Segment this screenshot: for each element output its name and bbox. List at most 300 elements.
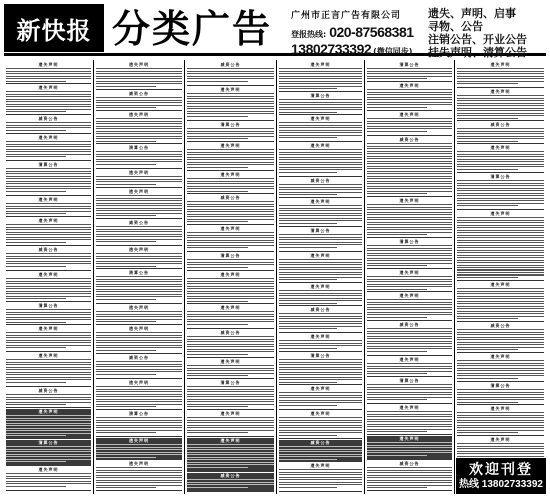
notice-text-line bbox=[457, 154, 544, 155]
notice-text-line bbox=[279, 86, 362, 87]
notice-text-line bbox=[6, 283, 91, 284]
notice-text-line bbox=[187, 281, 274, 282]
notice-text-line bbox=[367, 161, 452, 162]
notice-text-line bbox=[96, 391, 182, 392]
notice-text-line bbox=[367, 181, 452, 182]
notice-text-line bbox=[367, 281, 452, 282]
notice-text-line bbox=[457, 451, 544, 452]
notice-text-line bbox=[457, 95, 544, 96]
notice-text-line bbox=[6, 483, 91, 484]
notice-title: 遗失声明 bbox=[129, 170, 149, 175]
classified-notice bbox=[457, 89, 544, 121]
notice-text-line bbox=[367, 286, 452, 287]
notice-text-line bbox=[367, 250, 452, 251]
notice-text-line bbox=[96, 210, 182, 211]
notice-text-line bbox=[187, 324, 248, 325]
notice-text-line bbox=[279, 137, 337, 138]
notice-text-line bbox=[96, 73, 182, 74]
notice-text-line bbox=[457, 349, 518, 350]
notice-title: 清算公告 bbox=[220, 122, 241, 127]
notice-title: 遗失声明 bbox=[220, 172, 241, 177]
notice-text-line bbox=[279, 99, 362, 100]
notice-text-line bbox=[367, 153, 452, 154]
classified-notice bbox=[367, 357, 452, 377]
notice-text-line bbox=[457, 425, 544, 426]
notice-text-line bbox=[457, 237, 544, 238]
notice-text-line bbox=[96, 472, 182, 473]
classified-notice bbox=[96, 189, 182, 219]
notice-title: 减资公告 bbox=[220, 330, 241, 335]
notice-title: 遗失声明 bbox=[38, 272, 59, 277]
classified-notice bbox=[367, 378, 452, 404]
notice-text-line bbox=[279, 374, 362, 375]
notice-text-line bbox=[187, 298, 274, 299]
notice-text-line bbox=[279, 430, 362, 431]
notice-text-line bbox=[367, 411, 452, 412]
notice-text-line bbox=[96, 342, 182, 343]
notice-text-line bbox=[367, 336, 452, 337]
notice-text-line bbox=[96, 374, 156, 375]
notice-text-line bbox=[279, 400, 362, 401]
notice-text-line bbox=[279, 104, 362, 105]
notice-text-line bbox=[6, 109, 91, 110]
classified-notice bbox=[187, 359, 274, 379]
notice-text-line bbox=[187, 375, 248, 376]
notice-text-line bbox=[187, 479, 274, 480]
notice-text-line bbox=[457, 378, 518, 379]
notice-text-line bbox=[367, 328, 452, 329]
notice-text-line bbox=[187, 237, 274, 238]
notice-text-line bbox=[96, 107, 156, 108]
notice-title: 遗失声明 bbox=[310, 62, 331, 67]
notice-text-line bbox=[457, 190, 544, 191]
notice-text-line bbox=[6, 476, 91, 477]
notice-text-line bbox=[457, 344, 544, 345]
notice-text-line bbox=[96, 482, 182, 483]
notice-text-line bbox=[279, 267, 362, 268]
notice-text-line bbox=[367, 178, 452, 179]
notice-text-line bbox=[6, 186, 91, 187]
notice-text-line bbox=[367, 482, 452, 483]
notice-text-line bbox=[187, 219, 274, 220]
notice-title: 遗失声明 bbox=[490, 406, 511, 411]
notice-text-line bbox=[187, 68, 274, 69]
notice-text-line bbox=[96, 427, 182, 428]
classified-notice bbox=[367, 461, 452, 491]
notice-text-line bbox=[96, 263, 182, 264]
notice-text-line bbox=[367, 346, 452, 347]
notice-text-line bbox=[96, 159, 182, 160]
notice-title: 清算公告 bbox=[38, 440, 59, 445]
notice-text-line bbox=[367, 214, 452, 215]
notice-text-line bbox=[187, 316, 274, 317]
notice-text-line bbox=[96, 241, 156, 242]
notice-title: 清算公告 bbox=[310, 228, 331, 233]
classified-notice bbox=[457, 122, 544, 144]
notice-text-line bbox=[279, 125, 362, 126]
notice-text-line bbox=[279, 244, 362, 245]
notice-text-line bbox=[187, 264, 274, 265]
notice-text-line bbox=[367, 276, 452, 277]
notice-text-line bbox=[367, 487, 427, 488]
notice-text-line bbox=[6, 188, 91, 189]
notice-text-line bbox=[187, 247, 248, 248]
notice-text-line bbox=[457, 103, 544, 104]
notice-text-line bbox=[187, 354, 248, 355]
notice-text-line bbox=[457, 188, 544, 189]
notice-text-line bbox=[279, 73, 362, 74]
notice-text-line bbox=[367, 384, 452, 385]
notice-text-line bbox=[187, 417, 274, 418]
notice-text-line bbox=[367, 191, 452, 192]
notice-text-line bbox=[457, 430, 544, 431]
notice-text-line bbox=[367, 76, 452, 77]
notice-text-line bbox=[6, 298, 66, 299]
notice-text-line bbox=[6, 309, 91, 310]
notice-text-line bbox=[367, 126, 452, 127]
notice-title: 遗失声明 bbox=[310, 143, 331, 148]
notice-text-line bbox=[457, 399, 544, 400]
notice-text-line bbox=[6, 402, 91, 403]
notice-text-line bbox=[6, 459, 91, 460]
notice-text-line bbox=[367, 419, 452, 420]
notice-text-line bbox=[457, 446, 544, 447]
notice-text-line bbox=[187, 449, 274, 450]
notice-text-line bbox=[367, 477, 452, 478]
notice-text-line bbox=[6, 266, 66, 267]
notice-text-line bbox=[96, 480, 182, 481]
notice-text-line bbox=[457, 100, 544, 101]
notice-text-line bbox=[6, 168, 91, 169]
section-title: 分类广告 bbox=[112, 6, 273, 51]
notice-text-line bbox=[457, 394, 544, 395]
notice-text-line bbox=[457, 156, 544, 157]
notice-text-line bbox=[279, 303, 337, 304]
notice-text-line bbox=[367, 480, 452, 481]
notice-text-line bbox=[367, 188, 452, 189]
notice-text-line bbox=[6, 347, 66, 348]
notice-text-line bbox=[367, 341, 452, 342]
notice-text-line bbox=[279, 484, 362, 485]
notice-text-line bbox=[457, 308, 544, 309]
notice-text-line bbox=[6, 111, 66, 112]
notice-text-line bbox=[279, 417, 362, 418]
notice-text-line bbox=[6, 312, 91, 313]
notice-title: 遗失声明 bbox=[310, 253, 331, 258]
notice-text-line bbox=[457, 161, 544, 162]
notice-text-line bbox=[279, 164, 362, 165]
notice-text-line bbox=[187, 209, 274, 210]
notice-text-line bbox=[96, 136, 182, 137]
notice-text-line bbox=[187, 76, 274, 77]
notice-text-line bbox=[96, 396, 182, 397]
notice-text-line bbox=[96, 281, 182, 282]
classified-notice bbox=[279, 93, 362, 115]
notice-text-line bbox=[6, 258, 91, 259]
notice-text-line bbox=[187, 96, 274, 97]
classified-notice bbox=[6, 353, 91, 387]
notice-text-line bbox=[96, 128, 182, 129]
notice-text-line bbox=[279, 479, 362, 480]
notice-text-line bbox=[457, 368, 544, 369]
notice-text-line bbox=[279, 472, 362, 473]
notice-text-line bbox=[367, 299, 452, 300]
notice-text-line bbox=[96, 105, 182, 106]
notice-text-line bbox=[457, 422, 544, 423]
notice-text-line bbox=[6, 374, 91, 375]
classified-notice bbox=[6, 62, 91, 84]
notice-text-line bbox=[96, 296, 182, 297]
notice-text-line bbox=[96, 205, 182, 206]
notice-text-line bbox=[457, 427, 544, 428]
notice-text-line bbox=[279, 277, 362, 278]
notice-text-line bbox=[6, 130, 66, 131]
notice-text-line bbox=[367, 219, 452, 220]
notice-text-line bbox=[367, 118, 452, 119]
notice-title: 减资公告 bbox=[399, 322, 420, 327]
notice-text-line bbox=[187, 240, 274, 241]
notice-text-line bbox=[457, 131, 544, 132]
notice-text-line bbox=[367, 331, 452, 332]
notice-title: 遗失声明 bbox=[490, 89, 511, 94]
hotline-label: 登报热线: bbox=[291, 30, 327, 39]
notice-text-line bbox=[279, 323, 362, 324]
notice-text-line bbox=[187, 459, 274, 460]
notice-text-line bbox=[367, 363, 452, 364]
notice-text-line bbox=[187, 420, 274, 421]
notice-text-line bbox=[96, 449, 182, 450]
notice-text-line bbox=[367, 302, 452, 303]
mobile-note: (微信同步) bbox=[373, 47, 413, 56]
notice-text-line bbox=[96, 475, 182, 476]
notice-text-line bbox=[279, 109, 362, 110]
notice-text-line bbox=[187, 346, 274, 347]
notice-text-line bbox=[96, 83, 182, 84]
notice-text-line bbox=[187, 152, 274, 153]
classified-notice bbox=[187, 62, 274, 86]
notice-text-line bbox=[279, 172, 337, 173]
notice-text-line bbox=[96, 432, 156, 433]
classified-notice bbox=[457, 282, 544, 322]
classified-notice bbox=[187, 122, 274, 142]
notice-text-line bbox=[367, 148, 452, 149]
notice-text-line bbox=[367, 229, 452, 230]
notice-text-line bbox=[6, 337, 91, 338]
notice-text-line bbox=[6, 423, 91, 424]
notice-text-line bbox=[457, 83, 518, 84]
notice-text-line bbox=[187, 283, 274, 284]
notice-text-line bbox=[457, 329, 544, 330]
ad-column bbox=[277, 60, 365, 494]
notice-text-line bbox=[96, 319, 182, 320]
notice-text-line bbox=[457, 115, 544, 116]
classified-notice bbox=[96, 355, 182, 379]
notice-text-line bbox=[367, 156, 452, 157]
notice-title: 减资公告 bbox=[399, 137, 420, 142]
notice-text-line bbox=[367, 104, 452, 105]
classified-notice bbox=[187, 253, 274, 271]
notice-text-line bbox=[96, 477, 182, 478]
notice-text-line bbox=[279, 83, 362, 84]
notice-text-line bbox=[279, 343, 362, 344]
notice-text-line bbox=[279, 397, 362, 398]
notice-text-line bbox=[187, 206, 274, 207]
notice-text-line bbox=[6, 399, 91, 400]
notice-text-line bbox=[457, 247, 544, 248]
notice-text-line bbox=[187, 467, 248, 468]
notice-text-line bbox=[96, 71, 182, 72]
notice-text-line bbox=[6, 149, 91, 150]
notice-text-line bbox=[6, 420, 91, 421]
notice-text-line bbox=[457, 342, 544, 343]
company-block bbox=[291, 8, 421, 57]
promo-hotline: 热线 13802733392 bbox=[459, 478, 543, 490]
notice-text-line bbox=[96, 314, 182, 315]
notice-title: 遗失声明 bbox=[490, 62, 511, 67]
notice-text-line bbox=[367, 314, 452, 315]
notice-text-line bbox=[457, 265, 544, 266]
classified-notice bbox=[367, 137, 452, 197]
notice-title: 遗失声明 bbox=[399, 198, 420, 203]
notice-title: 遗失声明 bbox=[38, 467, 59, 472]
notice-text-line bbox=[96, 151, 182, 152]
notice-text-line bbox=[6, 317, 91, 318]
notice-text-line bbox=[457, 227, 544, 228]
notice-text-line bbox=[187, 128, 274, 129]
notice-text-line bbox=[279, 425, 362, 426]
notice-text-line bbox=[187, 291, 274, 292]
notice-text-line bbox=[279, 405, 337, 406]
notice-text-line bbox=[187, 288, 274, 289]
notice-text-line bbox=[279, 402, 362, 403]
notice-text-line bbox=[6, 314, 91, 315]
notice-text-line bbox=[457, 198, 544, 199]
notice-text-line bbox=[457, 138, 544, 139]
notice-text-line bbox=[457, 448, 544, 449]
notice-text-line bbox=[457, 141, 518, 142]
notice-text-line bbox=[6, 415, 91, 416]
notice-text-line bbox=[187, 462, 274, 463]
notice-text-line bbox=[457, 220, 544, 221]
notice-text-line bbox=[457, 337, 544, 338]
classified-notice bbox=[6, 85, 91, 115]
notice-title: 遗失声明 bbox=[38, 85, 59, 90]
classified-notice bbox=[96, 170, 182, 188]
notice-text-line bbox=[279, 234, 362, 235]
notice-text-line bbox=[367, 416, 452, 417]
notice-text-line bbox=[96, 213, 182, 214]
notice-title: 清算公告 bbox=[220, 253, 241, 258]
notice-text-line bbox=[279, 68, 362, 69]
notice-title: 遗失声明 bbox=[220, 143, 241, 148]
notice-text-line bbox=[96, 276, 182, 277]
notice-text-line bbox=[279, 122, 362, 123]
notice-text-line bbox=[457, 235, 544, 236]
notice-text-line bbox=[96, 345, 182, 346]
classified-notice bbox=[187, 473, 274, 492]
notice-title: 清算公告 bbox=[310, 353, 331, 358]
notice-text-line bbox=[367, 73, 452, 74]
notice-text-line bbox=[457, 420, 544, 421]
notice-text-line bbox=[367, 348, 452, 349]
notice-text-line bbox=[6, 430, 91, 431]
notice-title: 遗失声明 bbox=[38, 197, 59, 202]
notice-title: 减资公告 bbox=[399, 461, 420, 466]
classified-notice bbox=[279, 307, 362, 333]
notice-text-line bbox=[457, 260, 544, 261]
classified-notice bbox=[6, 162, 91, 196]
notice-text-line bbox=[96, 394, 182, 395]
notice-text-line bbox=[279, 474, 362, 475]
notice-text-line bbox=[279, 187, 362, 188]
notice-text-line bbox=[279, 247, 337, 248]
notice-text-line bbox=[187, 351, 274, 352]
notice-text-line bbox=[96, 76, 182, 77]
notice-text-line bbox=[187, 78, 274, 79]
notice-title: 遗失声明 bbox=[38, 135, 59, 140]
notice-text-line bbox=[457, 105, 544, 106]
notice-text-line bbox=[457, 183, 544, 184]
notice-text-line bbox=[187, 484, 274, 485]
notice-text-line bbox=[187, 349, 274, 350]
notice-text-line bbox=[279, 274, 362, 275]
notice-text-line bbox=[6, 291, 91, 292]
notice-text-line bbox=[367, 351, 427, 352]
notice-text-line bbox=[367, 450, 452, 451]
notice-text-line bbox=[367, 424, 452, 425]
notice-text-line bbox=[96, 195, 182, 196]
notice-text-line bbox=[457, 277, 518, 278]
notice-text-line bbox=[6, 122, 91, 123]
notice-text-line bbox=[367, 366, 452, 367]
notice-title: 遗失声明 bbox=[490, 211, 511, 216]
ad-column bbox=[365, 60, 455, 494]
notice-text-line bbox=[6, 340, 91, 341]
classified-notice bbox=[187, 143, 274, 171]
notice-text-line bbox=[6, 256, 91, 257]
classified-notice bbox=[279, 253, 362, 283]
notice-text-line bbox=[279, 208, 362, 209]
notice-text-line bbox=[279, 272, 362, 273]
notice-text-line bbox=[279, 112, 337, 113]
notice-text-line bbox=[96, 335, 182, 336]
classified-notice bbox=[187, 87, 274, 121]
notice-text-line bbox=[96, 68, 182, 69]
notice-text-line bbox=[6, 154, 91, 155]
notice-text-line bbox=[279, 487, 337, 488]
notice-text-line bbox=[187, 406, 248, 407]
notice-text-line bbox=[367, 255, 452, 256]
notice-text-line bbox=[279, 167, 362, 168]
notice-text-line bbox=[279, 340, 362, 341]
notice-text-line bbox=[187, 444, 274, 445]
notice-text-line bbox=[279, 184, 362, 185]
notice-text-line bbox=[6, 433, 91, 434]
notice-text-line bbox=[279, 345, 362, 346]
notice-title: 清算公告 bbox=[129, 270, 149, 275]
notice-text-line bbox=[187, 286, 274, 287]
notice-text-line bbox=[96, 284, 182, 285]
notice-text-line bbox=[6, 281, 91, 282]
notice-title: 遗失声明 bbox=[220, 411, 241, 416]
notice-title: 遗失声明 bbox=[129, 247, 149, 252]
notice-text-line bbox=[457, 316, 544, 317]
notice-title: 遗失声明 bbox=[38, 326, 59, 331]
notice-text-line bbox=[96, 444, 182, 445]
classified-notice bbox=[367, 62, 452, 82]
notice-text-line bbox=[367, 429, 452, 430]
notice-title: 减资公告 bbox=[220, 62, 241, 67]
